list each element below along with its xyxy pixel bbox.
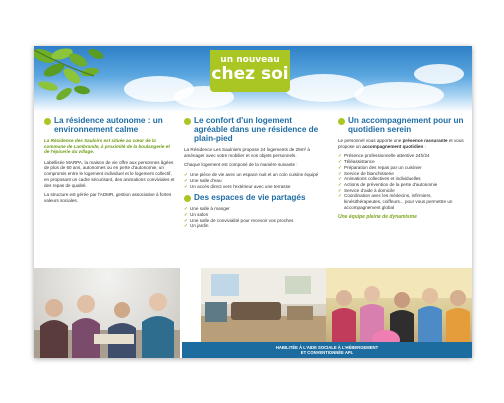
list-item: ✓ Une salle d'eau <box>184 178 322 184</box>
tagline: Une équipe pleine de dynamisme <box>338 214 417 221</box>
leaves-illustration <box>34 46 114 116</box>
heading-accompagnement: Un accompagnement pour un quotidien serein <box>348 116 464 134</box>
title-badge <box>210 50 290 92</box>
section-heading <box>184 193 322 202</box>
para-marpa: Labellisée MARPA, la maison de vie offre aux personnes âgées de plus de 60 ans, autonomes ou en perte d'autonomie, un compromis entre le logement individuel et le logement collectif, en proposant un cadre sécurisant, des animations conviviales et des repas de qualité. <box>44 159 175 188</box>
banner-line-2: ET CONVENTIONNÉE APL <box>300 350 354 355</box>
bullet-dot-icon <box>338 118 345 125</box>
column-accompagnement <box>338 116 464 220</box>
badge-line-2: chez soi <box>211 64 289 84</box>
intro-location: La Résidence des Sauloirs est située au cœur de la commune de Lambrande, à proximité de la boulangerie et de l'épicerie du village. <box>44 138 170 155</box>
para-personnel <box>338 138 464 149</box>
list-item: ✓ Un jardin <box>184 223 322 229</box>
heading-residence: La résidence autonome : un environnement calme <box>54 116 163 134</box>
intro-bold-presence: présence rassurante <box>402 138 448 143</box>
list-item: ✓ Animations collectives et individuelles <box>338 176 464 182</box>
column-residence <box>44 116 176 208</box>
bullet-dot-icon <box>184 195 191 202</box>
footer-banner <box>182 342 472 358</box>
list-item: ✓ Service de blanchisserie <box>338 171 464 177</box>
list-item: ✓ Téléassistance <box>338 159 464 165</box>
intro-text-a: Le personnel vous apporte une <box>338 138 403 143</box>
intro-bold-accompagnement: accompagnement quotidien <box>362 143 424 149</box>
section-heading <box>338 116 464 134</box>
logement-list <box>184 172 322 189</box>
section-heading <box>184 116 322 143</box>
heading-logement: Le confort d'un logement agréable dans une résidence de plain-pied <box>194 116 319 143</box>
list-item: ✓ Préparation des repas par un cuisinier <box>338 165 464 171</box>
intro-text-e: : <box>423 143 426 149</box>
bullet-dot-icon <box>44 118 51 125</box>
list-item: ✓ Un accès direct vers l'extérieur avec une terrasse <box>184 184 322 190</box>
list-item: ✓ Une salle de convivialité pour recevoir vos proches <box>184 218 322 224</box>
espaces-list <box>184 206 322 229</box>
para-composition: Chaque logement est composé de la manière suivante : <box>184 162 298 168</box>
list-item: ✓ Coordination avec les médecins, infirmiers, kinésithérapeutes, coiffeurs... pour vous permettre un accompagnement global <box>338 193 464 210</box>
list-item: ✓ Actions de prévention de la perte d'autonomie <box>338 182 464 188</box>
intro-text-c: et vous propose un <box>338 138 464 149</box>
section-heading <box>44 116 176 134</box>
list-item: ✓ Un salon <box>184 212 322 218</box>
badge-line-1: un nouveau <box>220 55 280 65</box>
brochure-sheet <box>34 46 472 358</box>
photo-residents-game <box>34 268 180 358</box>
services-list <box>338 153 464 210</box>
heading-espaces: Des espaces de vie partagés <box>194 193 306 203</box>
para-logements: La Résidence Les Saulniers propose 24 logements de 29m² à aménager avec votre mobilier et vos objets personnels. <box>184 147 310 158</box>
banner-line-1: HABILITÉE À L'AIDE SOCIALE À L'HÉBERGEMENT <box>275 345 379 350</box>
list-item: ✓ Une salle à manger <box>184 206 322 212</box>
photo-living-room <box>201 268 326 342</box>
list-item: ✓ Une pièce de vie avec un espace nuit et un coin cuisine équipé <box>184 172 322 178</box>
list-item: ✓ Présence professionnelle attentive 24h/24 <box>338 153 464 159</box>
bullet-dot-icon <box>184 118 191 125</box>
para-admr: La structure est gérée par l'ADMR, gestion associative à fortes valeurs sociales. <box>44 192 172 203</box>
column-logement <box>184 116 322 232</box>
list-item: ✓ Service d'aide à domicile <box>338 188 464 194</box>
